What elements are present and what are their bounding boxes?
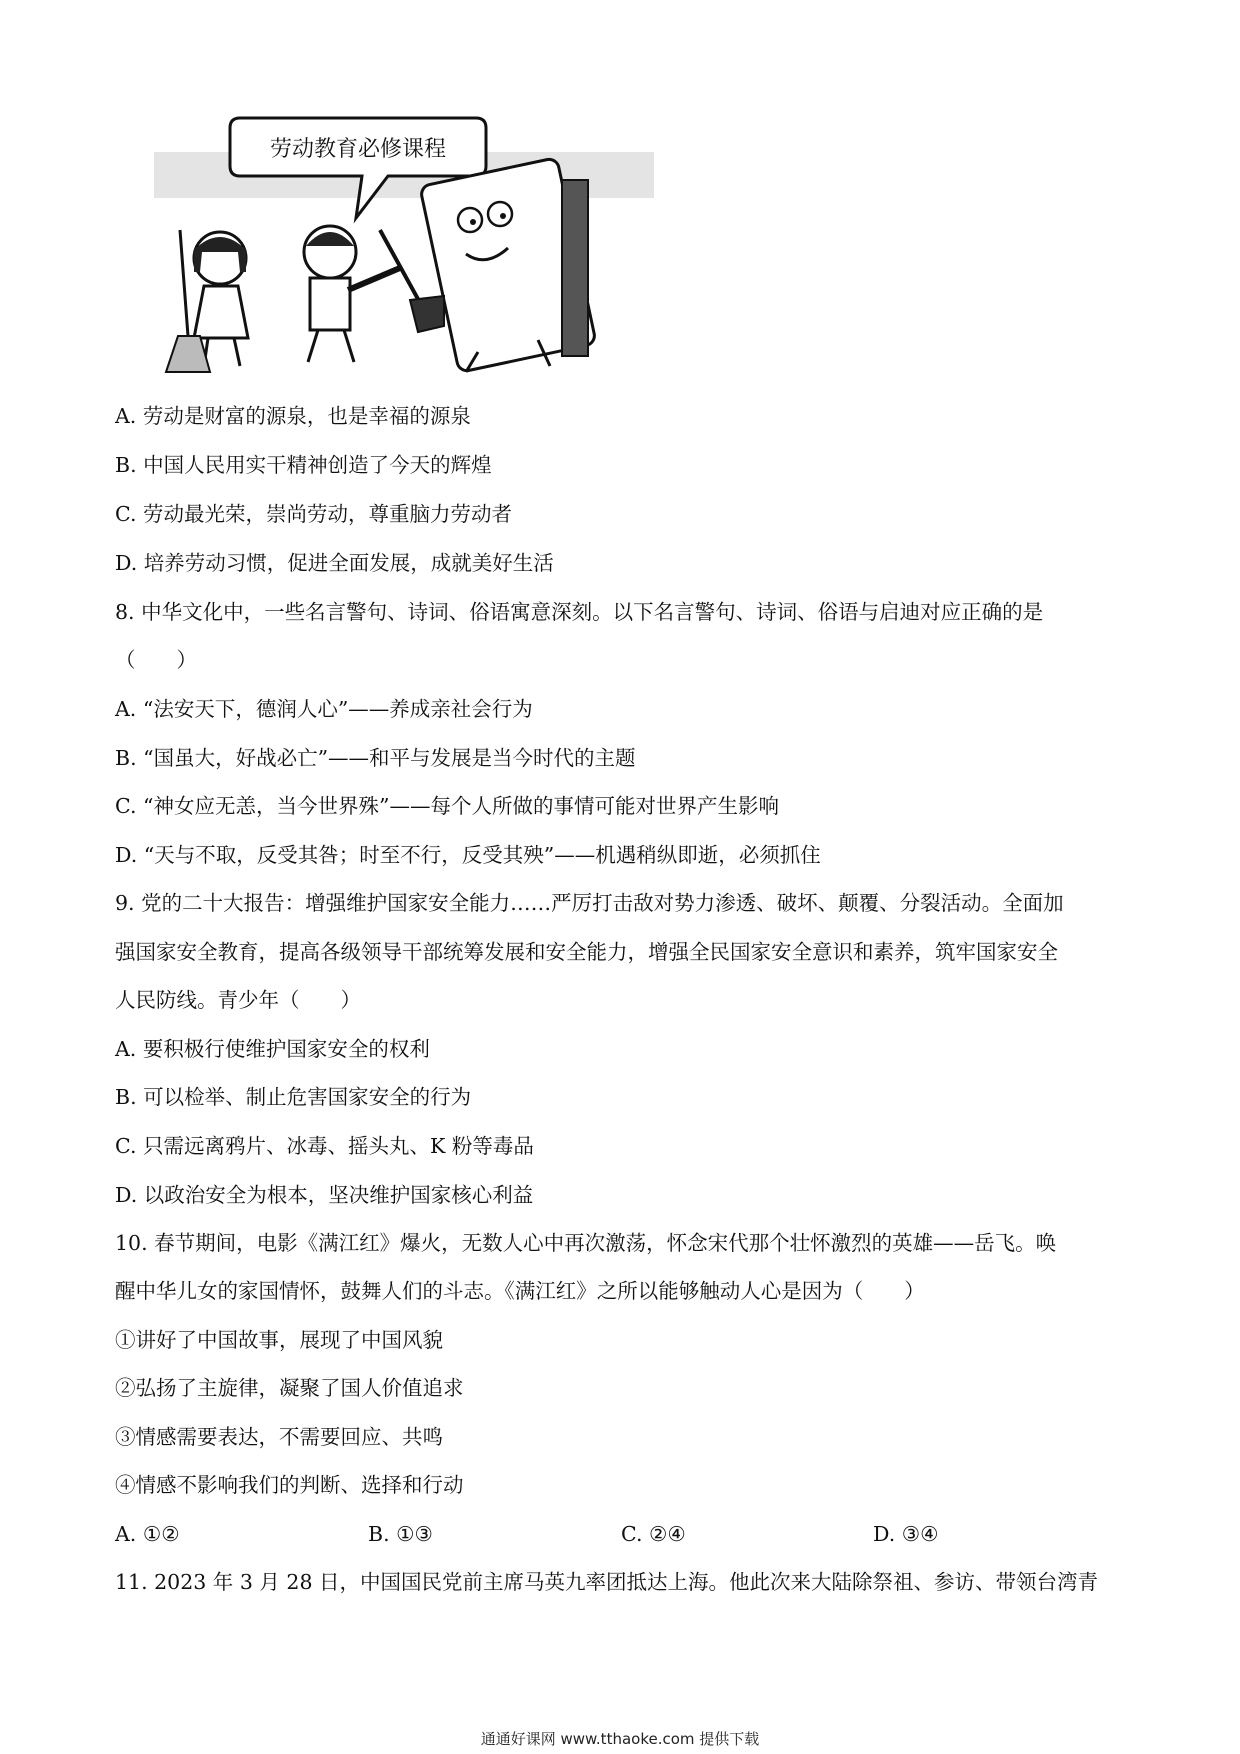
- q8-stem-line2: （ ）: [115, 648, 197, 672]
- shovel-blade: [410, 296, 444, 332]
- boy-body: [310, 278, 350, 330]
- book-eye-left: [458, 208, 482, 232]
- q7-option-b: B. 中国人民用实干精神创造了今天的辉煌: [115, 453, 492, 477]
- q11-stem-line1: 11. 2023 年 3 月 28 日，中国国民党前主席马英九率团抵达上海。他此次来大陆除祭祖、参访、带领台湾青: [115, 1570, 1098, 1594]
- bubble-text: 劳动教育必修课程: [269, 137, 447, 162]
- q7-option-a: A. 劳动是财富的源泉，也是幸福的源泉: [115, 404, 471, 428]
- q10-option-d: D. ③④: [873, 1522, 939, 1546]
- q10-stem-line1: 10. 春节期间，电影《满江红》爆火，无数人心中再次激荡，怀念宋代那个壮怀激烈的英雄——岳飞。唤: [115, 1231, 1057, 1255]
- q8-option-c: C. “神女应无恙，当今世界殊”——每个人所做的事情可能对世界产生影响: [115, 794, 779, 818]
- broom-handle: [180, 230, 188, 336]
- q9-stem-line3: 人民防线。青少年（ ）: [115, 988, 361, 1012]
- q8-option-b: B. “国虽大，好战必亡”——和平与发展是当今时代的主题: [115, 746, 636, 770]
- cartoon-drawing: [148, 100, 660, 378]
- q10-stem-line2: 醒中华儿女的家国情怀，鼓舞人们的斗志。《满江红》之所以能够触动人心是因为（ ）: [115, 1279, 925, 1303]
- q10-option-a: A. ①②: [115, 1522, 180, 1546]
- q8-option-a: A. “法安天下，德润人心”——养成亲社会行为: [115, 697, 533, 721]
- q10-statement-2: ②弘扬了主旋律，凝聚了国人价值追求: [115, 1376, 464, 1400]
- q7-option-c: C. 劳动最光荣，崇尚劳动，尊重脑力劳动者: [115, 502, 512, 526]
- broom-head: [166, 336, 210, 372]
- q10-option-c: C. ②④: [621, 1522, 686, 1546]
- girl-dress: [194, 286, 248, 338]
- q10-statement-1: ①讲好了中国故事，展现了中国风貌: [115, 1328, 443, 1352]
- q7-option-d: D. 培养劳动习惯，促进全面发展，成就美好生活: [115, 551, 554, 575]
- labor-education-cartoon: [148, 100, 660, 378]
- q10-statement-4: ④情感不影响我们的判断、选择和行动: [115, 1473, 464, 1497]
- q9-option-d: D. 以政治安全为根本，坚决维护国家核心利益: [115, 1183, 534, 1207]
- shovel-handle: [380, 230, 424, 310]
- q10-option-b: B. ①③: [368, 1522, 433, 1546]
- q9-stem-line1: 9. 党的二十大报告：增强维护国家安全能力……严厉打击敌对势力渗透、破坏、颠覆、分裂活动。全面加: [115, 891, 1064, 915]
- q9-option-c: C. 只需远离鸦片、冰毒、摇头丸、K 粉等毒品: [115, 1134, 534, 1158]
- book-spine: [562, 180, 588, 356]
- q9-stem-line2: 强国家安全教育，提高各级领导干部统筹发展和安全能力，增强全民国家安全意识和素养，筑牢国家安全: [115, 940, 1058, 964]
- q10-statement-3: ③情感需要表达，不需要回应、共鸣: [115, 1425, 443, 1449]
- q8-option-d: D. “天与不取，反受其咎；时至不行，反受其殃”——机遇稍纵即逝，必须抓住: [115, 843, 821, 867]
- footer-watermark: 通通好课网 www.tthaoke.com 提供下载: [480, 1730, 760, 1748]
- book-eye-right: [488, 202, 512, 226]
- q8-stem-line1: 8. 中华文化中，一些名言警句、诗词、俗语寓意深刻。以下名言警句、诗词、俗语与启迪对应正确的是: [115, 600, 1044, 624]
- q9-option-a: A. 要积极行使维护国家安全的权利: [115, 1037, 430, 1061]
- q9-option-b: B. 可以检举、制止危害国家安全的行为: [115, 1085, 472, 1109]
